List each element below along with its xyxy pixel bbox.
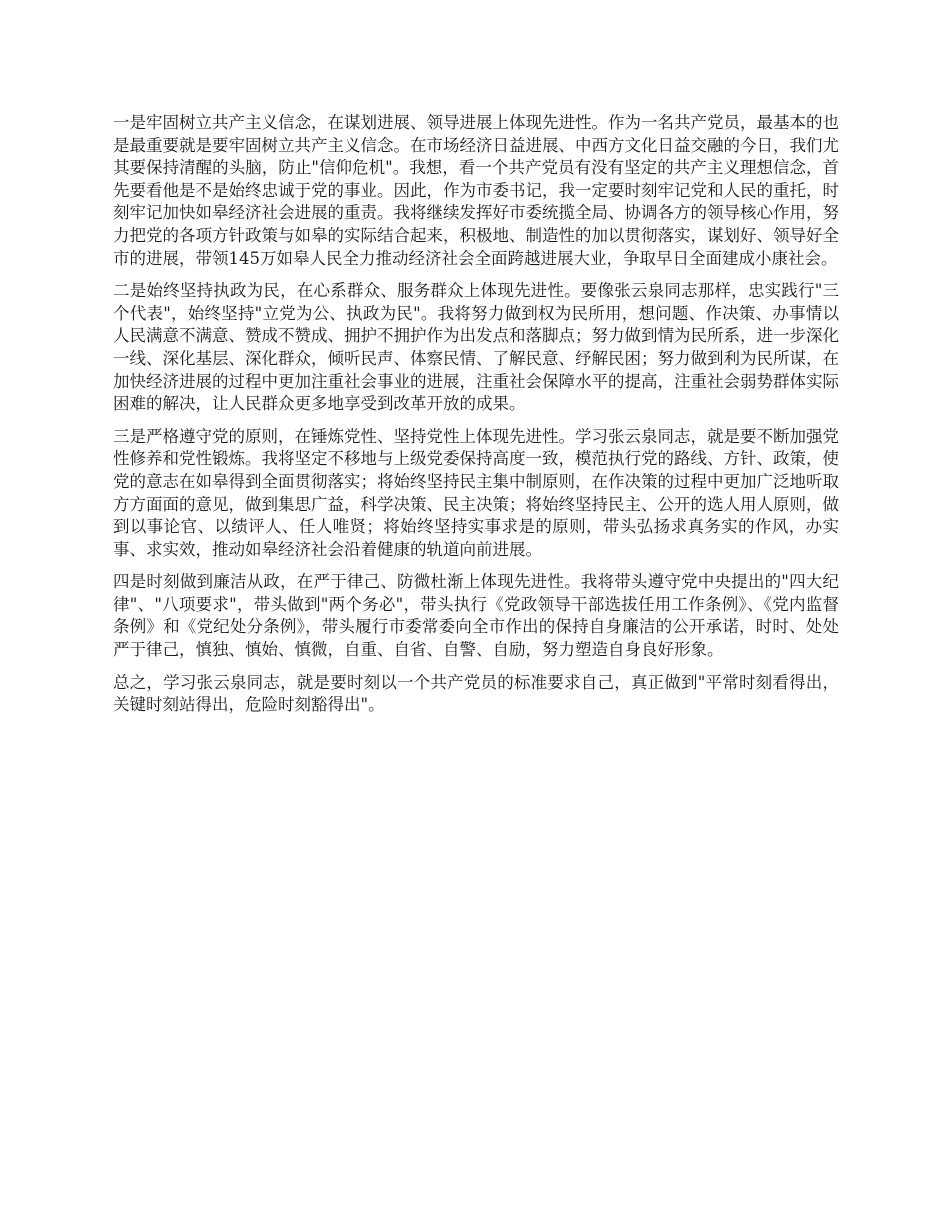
- paragraph-4: 四是时刻做到廉洁从政，在严于律己、防微杜渐上体现先进性。我将带头遵守党中央提出的"四大纪律"、"八项要求"，带头做到"两个务必"，带头执行《党政领导干部选拔任用工作条例》、《党内监督条例》和《党纪处分条例》，带头履行市委常委向全市作出的保持自身廉洁的公开承诺，时时、处处严于律己，慎独、慎始、慎微，自重、自省、自警、自励，努力塑造自身良好形象。: [113, 572, 839, 660]
- paragraph-2: 二是始终坚持执政为民，在心系群众、服务群众上体现先进性。要像张云泉同志那样，忠实践行"三个代表"，始终坚持"立党为公、执政为民"。我将努力做到权为民所用，想问题、作决策、办事情以人民满意不满意、赞成不赞成、拥护不拥护作为出发点和落脚点；努力做到情为民所系，进一步深化一线、深化基层、深化群众，倾听民声、体察民情、了解民意、纾解民困；努力做到利为民所谋，在加快经济进展的过程中更加注重社会事业的进展，注重社会保障水平的提高，注重社会弱势群体实际困难的解决，让人民群众更多地享受到改革开放的成果。: [113, 281, 839, 414]
- paragraph-1: 一是牢固树立共产主义信念，在谋划进展、领导进展上体现先进性。作为一名共产党员，最基本的也是最重要就是要牢固树立共产主义信念。在市场经济日益进展、中西方文化日益交融的今日，我们尤其要保持清醒的头脑，防止"信仰危机"。我想，看一个共产党员有没有坚定的共产主义理想信念，首先要看他是不是始终忠诚于党的事业。因此，作为市委书记，我一定要时刻牢记党和人民的重托，时刻牢记加快如皋经济社会进展的重责。我将继续发挥好市委统揽全局、协调各方的领导核心作用，努力把党的各项方针政策与如皋的实际结合起来，积极地、制造性的加以贯彻落实，谋划好、领导好全市的进展，带领145万如皋人民全力推动经济社会全面跨越进展大业，争取早日全面建成小康社会。: [113, 113, 839, 268]
- document-body: [113, 112, 839, 727]
- paragraph-5: 总之，学习张云泉同志，就是要时刻以一个共产党员的标准要求自己，真正做到"平常时刻看得出，关键时刻站得出，危险时刻豁得出"。: [113, 672, 839, 715]
- paragraph-3: 三是严格遵守党的原则，在锤炼党性、坚持党性上体现先进性。学习张云泉同志，就是要不断加强党性修养和党性锻炼。我将坚定不移地与上级党委保持高度一致，模范执行党的路线、方针、政策，使党的意志在如皋得到全面贯彻落实；将始终坚持民主集中制原则，在作决策的过程中更加广泛地听取方方面面的意见，做到集思广益，科学决策、民主决策；将始终坚持民主、公开的选人用人原则，做到以事论官、以绩评人、任人唯贤；将始终坚持实事求是的原则，带头弘扬求真务实的作风，办实事、求实效，推动如皋经济社会沿着健康的轨道向前进展。: [113, 426, 839, 559]
